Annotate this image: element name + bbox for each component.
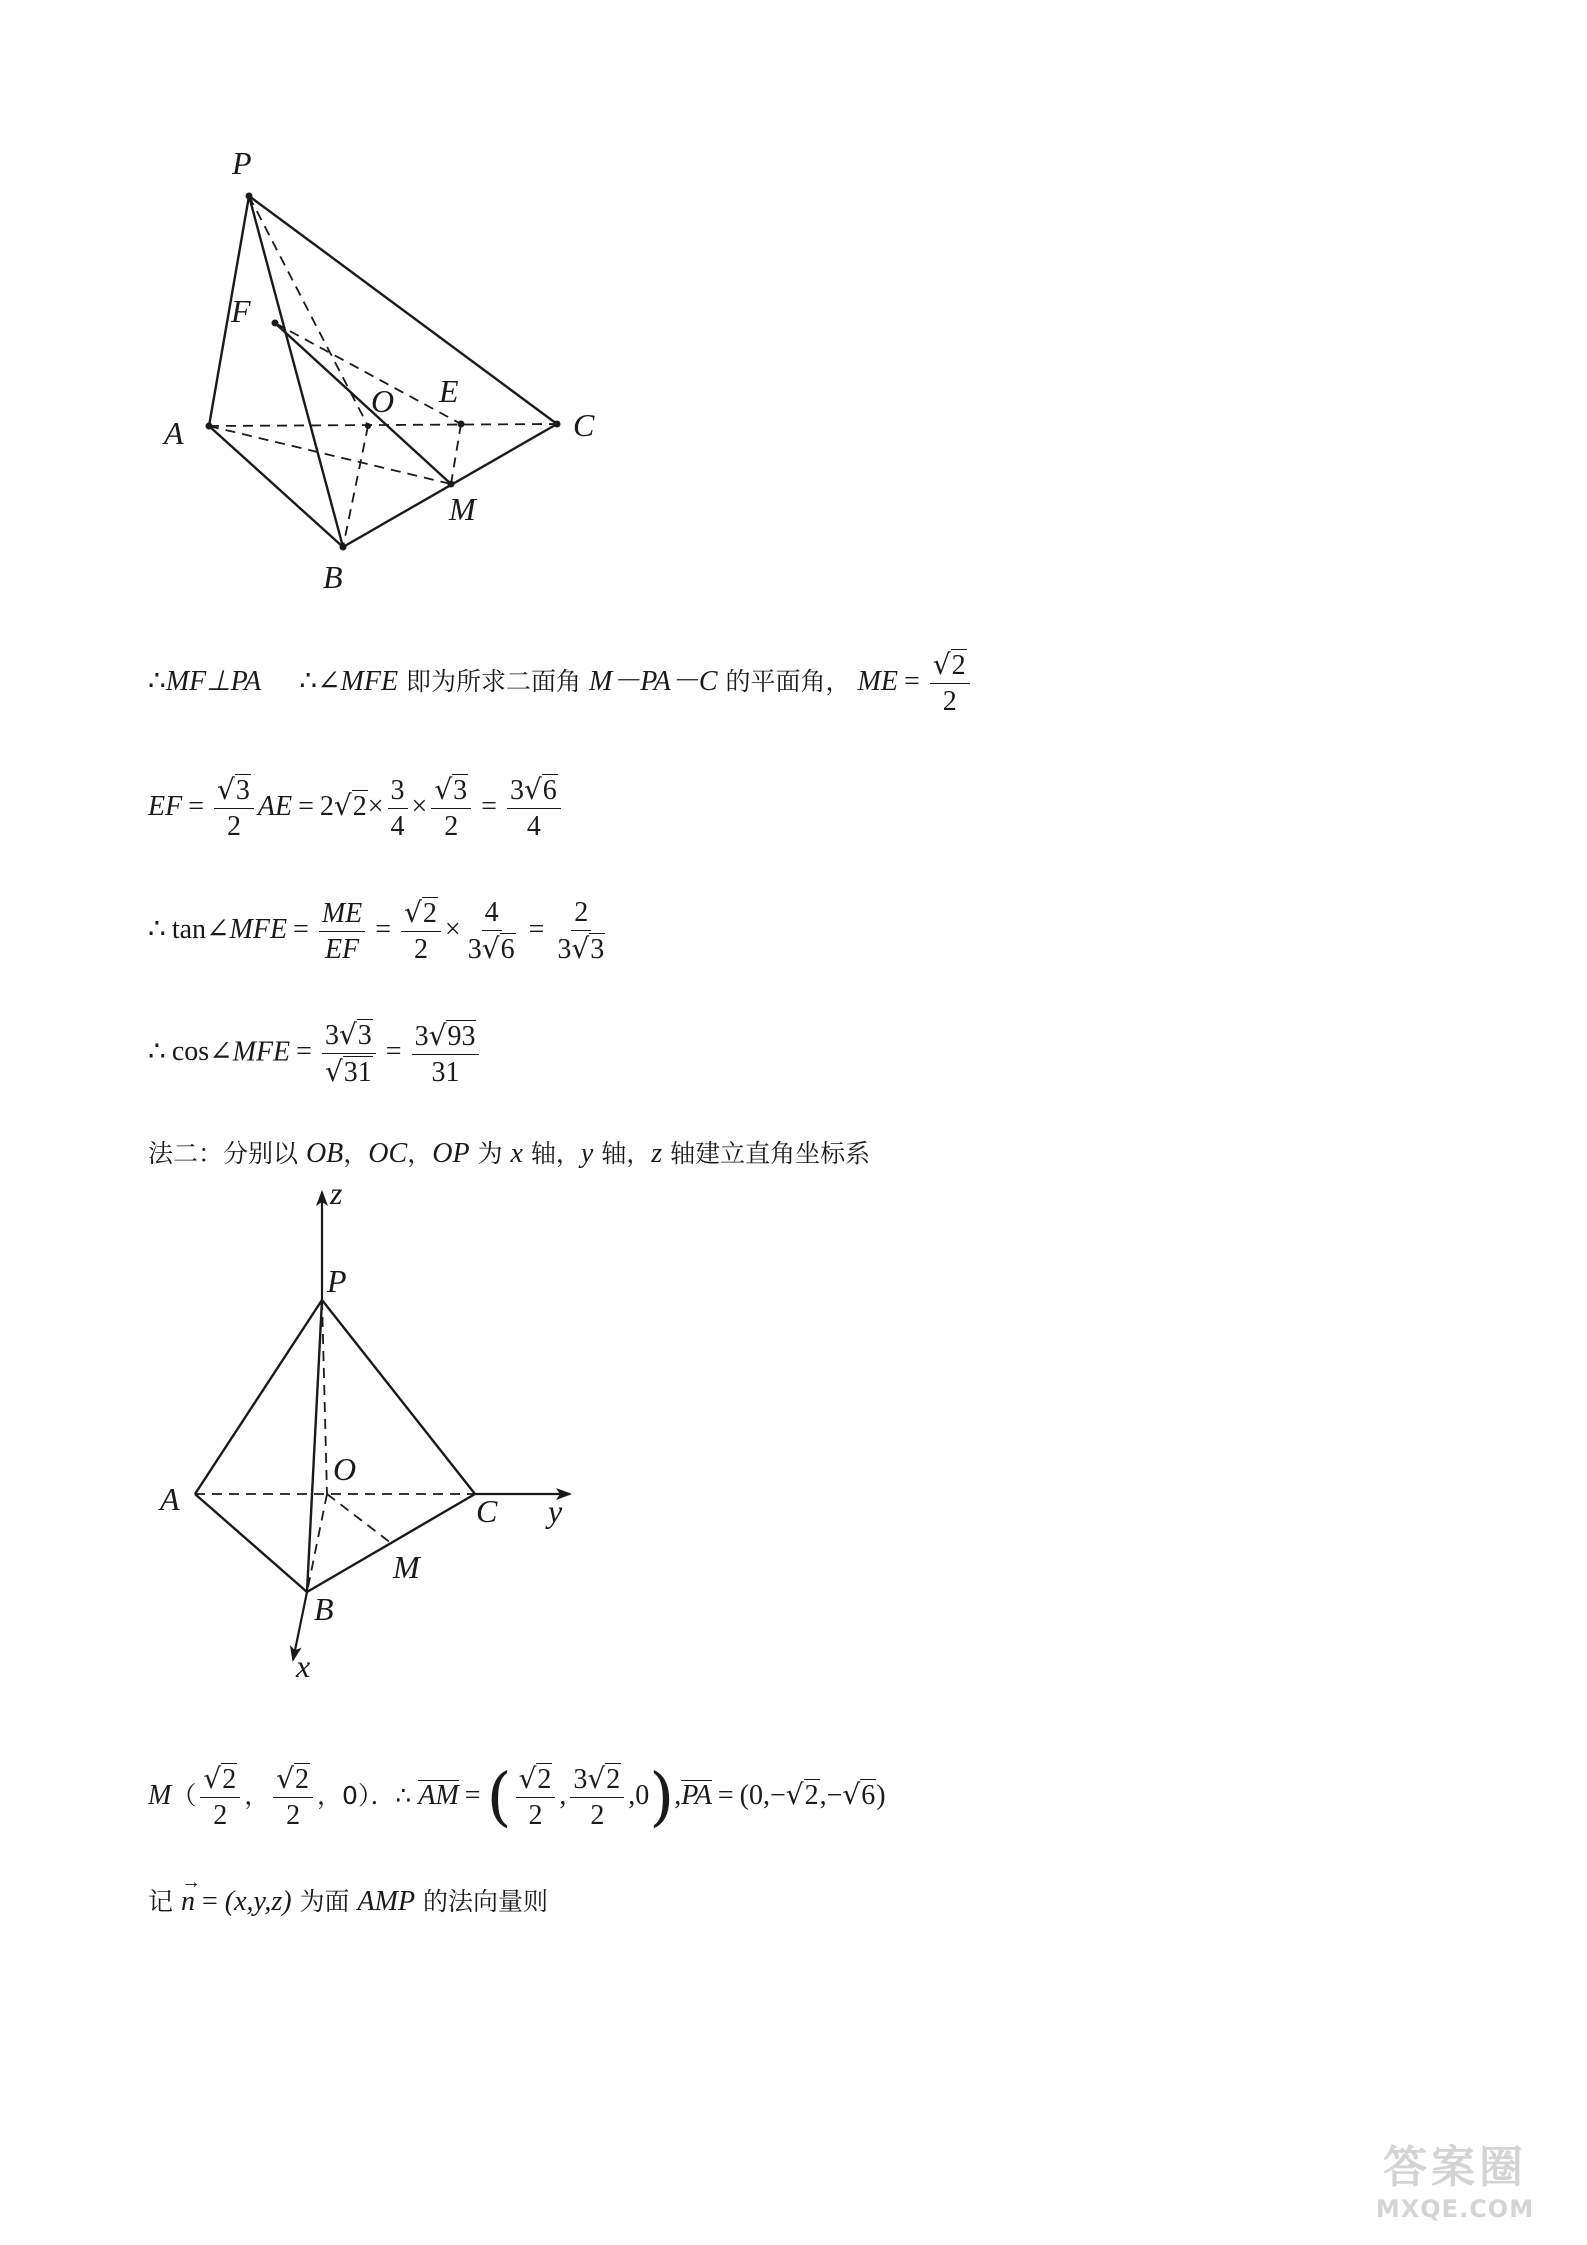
dashed-edges [209,196,557,547]
edge-pa [195,1300,322,1494]
edge-ab [209,426,343,547]
label-e: E [439,373,459,409]
edge-om [327,1494,391,1543]
watermark [1355,2131,1555,2223]
label-x: x [296,1648,311,1684]
label-o: O [371,383,395,419]
dashed-edges [195,1300,475,1592]
normal-vector-line: 记 → n = (x,y,z) 为面 AMP 的法向量则 [148,1871,548,1917]
solid-edges [209,196,557,547]
label-z: z [330,1175,343,1211]
vector-am: AM [418,1779,459,1811]
label-y: y [548,1493,563,1529]
edge-ob [343,426,368,547]
edge-po [322,1300,327,1494]
proof-line-4: ∴ cos∠MFE = $\frac{3√3}{√31}$ = $\frac{3√93}{31}$ [148,1020,483,1088]
label-p: P [327,1263,347,1299]
edge-ac [209,424,557,426]
vertex-dots [206,193,561,551]
coordinates-line: M（ $\frac{√2}{2}$ ， $\frac{√2}{2}$ ，0）．∴ AM =( $\frac{√2}{2}$ , $\frac{3√2}{2}$ ,0),PA = (0,−√2,−√6) [148,1760,886,1835]
tetrahedron-figure [150,140,630,600]
edge-am [209,426,451,484]
edge-fm [275,323,451,484]
edge-pb [307,1300,322,1592]
edge-ab [195,1494,307,1592]
method-two-line: 法二：分别以 OB，OC，OP 为 x 轴，y 轴，z 轴建立直角坐标系 [148,1138,871,1169]
label-p: P [232,145,252,181]
solid-edges [195,1300,475,1592]
proof-line-3: ∴ tan∠MFE = $\frac{ME}{EF}$ = $\frac{√2}{2}$ × $\frac{4}{3√6}$ = $\frac{2}{3√3}$ [148,896,605,966]
watermark-site: MXQE.COM [1375,2195,1535,2223]
label-a: A [164,415,184,451]
proof-line-1: ∴MF⊥PA ∴∠MFE 即为所求二面角 M－PA－C 的平面角， ME = $\frac{√2}{2}$ [148,650,974,717]
label-b: B [314,1591,334,1627]
label-a: A [160,1481,180,1517]
fraction: $\frac{√2}{2}$ [930,650,970,717]
label-c: C [476,1493,498,1529]
watermark-logo: 答案圈 [1383,2142,1527,2193]
label-m: M [393,1549,420,1585]
label-o: O [333,1451,357,1487]
label-m: M [449,491,476,527]
edge-em [451,424,461,484]
label-b: B [323,559,343,595]
label-f: F [231,293,251,329]
label-c: C [573,407,595,443]
edge-bc [307,1494,475,1592]
vector-n: → n [180,1871,201,1917]
proof-line-2: EF = $\frac{√3}{2}$ AE = 2√2× $\frac{3}{4}$ × $\frac{√3}{2}$ = $\frac{3√6}{4}$ [148,775,565,842]
edge-pc [249,196,557,424]
coordinate-figure [150,1175,610,1684]
vector-pa: PA [681,1779,712,1811]
